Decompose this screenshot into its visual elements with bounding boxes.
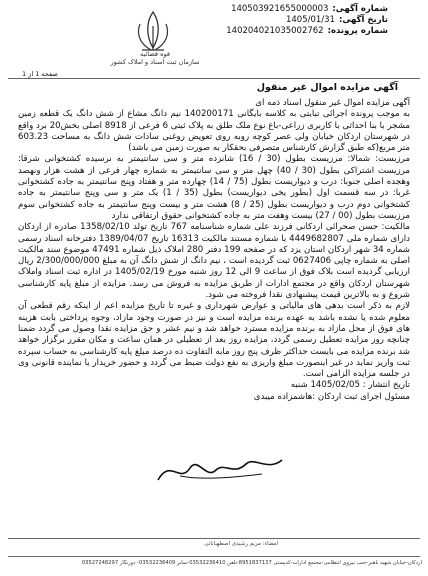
notice-metadata <box>188 4 388 37</box>
file-number: 140204021035002762 <box>226 26 324 36</box>
header-divider <box>8 78 420 79</box>
notice-number: 140503921655000003 <box>231 4 329 14</box>
footer-divider-bottom <box>8 556 420 557</box>
body-paragraph-boundaries: مرزبست: شمالا: مرزیست بطول (30 / 16) شانزده متر و سی سانتیمتر به نرسیده کشتخوانی شرقا: مرزیست اشتراکی بطول (30 / 40) چهل متر و سی سانتیمتر به شماره چهار فرعی از هشت هزار ونهصد وهجده اصلی جنوبا: درب و دیواریست بطول (75 / 14) چهارده متر و هفتاد وپنج سانتیمتر به جاده کشتخوانی غربا: در سه قسمت اول (بطور یخی دیواریست) بطول (35 / 1) یک متر و سی وپنج سانتیمتر به جاده کشتخوانی دوم درب و دیواریست بطول (25 / 8) هشت متر و بیست وپنج سانتیمتر به جاده کشتخوانی سوم مرزبست بطول (00 / 27) بیست وهفت متر به جاده کشتخوانی حقوق ارتفاقی ندارد <box>18 154 411 221</box>
notice-number-row <box>188 4 388 15</box>
body-paragraph-property: به موجب پرونده اجرائی تبایتی به کلاسه بایگانی 140200171 نیم دانگ مشاع از شش دانگ یک قطعه زمین مشجر با بنا احداثی با کاربری زراعی-باغ نوع ملک طلق به پلاک ثبتی 6 فرعی از 8918 اصلی بخش20 برد واقع در شهرستان اردکان خیابان ولی عصر کوچه روبه روی تعویض روغنی سادات شش دانگ به مساحت 603.23 متر مربع(که طبق گزارش کارشناس متصرفی بحقکار به صورت زمین می باشد) <box>18 109 411 154</box>
body-paragraph-conditions: لازم به ذکر است بدهی های مالیاتی و عوارض شهرداری و غیره تا تاریخ مزایده اعم از اینکه رقم قطعی آن معلوم شده یا نشده باشد به عهده برنده مزایده است و نیز در صورت وجود مازاد، وجوه پرداختی بابت هزینه های فوق از محل مازاد به برنده مزایده مسترد خواهد شد و نیم عشر و حق مزایده نقدا وصول می گردد ضمنا چنانچه روز مزایده تعطیل رسمی گردد، مزایده روز بعد از تعطیلی در همان ساعت و مکان مقرر برگزار خواهد شد برنده مزایده می بایست حداکثر ظرف پنج روز مابه التفاوت ده درصد مبلغ پایه کارشناسی به حساب سپرده ثبت واریز نماید در غیر اینصورت مبلغ واریزی به نفع دولت ضبط می گردد و حضور خریدار یا نماینده قانونی وی در جلسه مزایده الزامی است. <box>18 301 410 380</box>
footer-address: اردکان-خیابان شهید باهنر-جنب نیروی انتظامی-مجتمع ادارات-کدپستی 8951837137-تلفن 03532236410-نمابر 03532236409- دورنگار 03527248297 <box>81 560 422 566</box>
body-heading-line: آگهی مزایده اموال غیر منقول اسناد ذمه ای <box>255 98 410 108</box>
enforcement-officer: مسئول اجرای ثبت اردکان :هاشمزاده میبدی <box>253 391 410 402</box>
body-paragraph-ownership: مالکیت: حسن صحرائی اردکانی فرزند علی شماره شناسنامه 767 تاریخ تولد 1358/02/10 صادره از اردکان دارای شماره ملی 4449682807 با شماره مستند مالکیت 16313 تاریخ 1389/04/07 دفترخانه اسناد رسمی شماره 34 شهر اردکان استان یزد که در صفحه 199 دفتر 280 املاک ذیل شماره 47491 موضوع سند مالکیت اصلی به شماره چاپی 0627406 ثبت گردیده است ، نیم دانگ از شش دانگ آن به مبلغ 2/300/000/000 ریال ارزیابی گردیده است بلاک فوق از ساعت 9 الی 12 روز شنبه مورخ 1405/02/19 در اداره ثبت اسناد واملاک شهرستان اردکان واقع در مجتمع ادارات از طریق مزایده به فروش می رسد. مزایده از مبلغ پایه کارشناسی شروع و به بالاترین قیمت پیشنهادی نقدا فروخته می شود. <box>18 222 411 301</box>
footer-divider-top <box>8 538 420 539</box>
file-number-label: شماره پرونده: <box>327 26 388 36</box>
document-title: آگهی مزایده اموال غیر منقول <box>256 82 398 93</box>
notice-number-label: شماره آگهی: <box>332 4 388 14</box>
notice-date-label: تاریخ آگهی: <box>338 15 388 25</box>
organization-line-judiciary: قوه قضائیه <box>140 50 170 58</box>
organization-line-registry: سازمان ثبت اسناد و املاک کشور <box>110 58 200 66</box>
handwritten-signature <box>150 450 290 490</box>
notice-date: 1405/01/31 <box>285 15 335 25</box>
publication-date: تاریخ انتشار : 1405/02/05 شنبه <box>290 380 410 391</box>
signature-line: امضاء: مریم رشیدی اصطهباناتی <box>204 541 278 547</box>
notice-date-row <box>188 15 388 26</box>
document-body <box>18 98 410 403</box>
page-indicator: صفحه 1 از 1 <box>22 70 58 78</box>
file-number-row <box>188 26 388 37</box>
organization-title <box>100 50 210 66</box>
